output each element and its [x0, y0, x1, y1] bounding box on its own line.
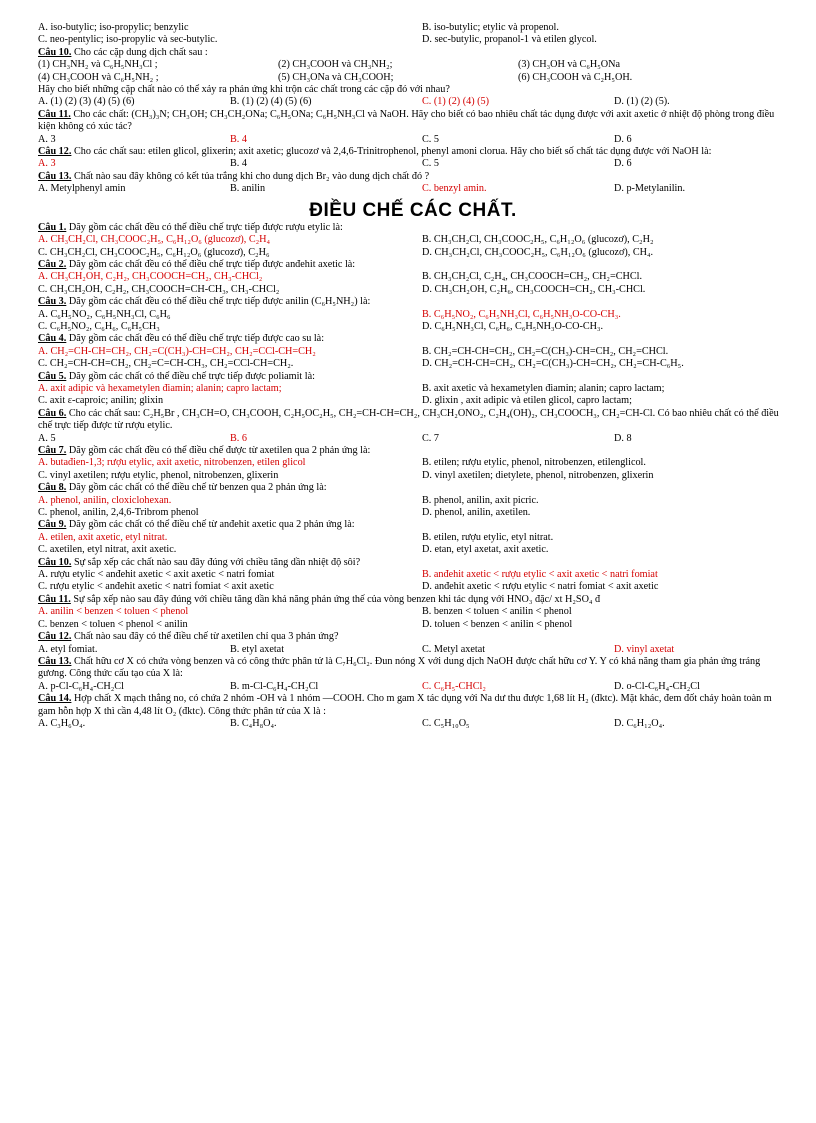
option-a: A. butađien-1,3; rượu etylic, axit axetic, nitrobenzen, etilen glicol: [38, 457, 306, 469]
question-text: Dãy gồm các chất có thể điều chế từ anđehit axetic qua 2 phản ứng là:: [66, 519, 355, 531]
question-6: [38, 408, 788, 445]
question-11: [38, 594, 788, 631]
option-b: B. CH₃CH₂Cl, CH₃COOC₂H₅, C₆H₁₂O₆ (glucozơ), C₂H₂: [422, 234, 654, 246]
question-label: Câu 5.: [38, 370, 67, 382]
option-a: A. 3: [38, 158, 56, 170]
question-label: Câu 11.: [38, 593, 71, 605]
question-text: Chất hữu cơ X có chứa vòng benzen và có công thức phân tử là C₇H₆Cl₂. Đun nóng X với dung dịch NaOH được chất hữu cơ Y. Y có khả năng tham gia phản ứng tráng gương. Công thức cấu tạo của X là:: [38, 655, 761, 680]
option-a: A. etyl fomiat.: [38, 643, 98, 655]
option-d: D. 6: [614, 133, 632, 145]
option-a: A. Metylphenyl amin: [38, 183, 126, 195]
question-stem: [38, 594, 788, 606]
option-c: C. rượu etylic < anđehit axetic < natri fomiat < axit axetic: [38, 581, 274, 593]
option-a: A. 5: [38, 432, 56, 444]
option-d: D. CH₂=CH-CH=CH₂, CH₂=C(CH₃)-CH=CH₂, CH₂=CH-C₆H₅.: [422, 358, 684, 370]
question-text: Cho các chất: (CH₃)₃N; CH₃OH; CH₃CH₂ONa; C₆H₅ONa; C₆H₅NH₃Cl và NaOH. Hãy cho biết có bao nhiêu chất tác dụng được với axit axetic ở nhiệt độ phòng trong điều kiện không có xúc tác?: [38, 108, 775, 133]
option-b: B. 4: [230, 133, 247, 145]
question-stem: [38, 656, 788, 681]
options-row: [38, 457, 788, 469]
option-d: D. anđehit axetic < rượu etylic < natri fomiat < axit axetic: [422, 581, 659, 593]
question-11: [38, 109, 788, 134]
option-b: B. m-Cl-C₆H₄-CH₂Cl: [230, 680, 319, 692]
option-c: C. Metyl axetat: [422, 643, 486, 655]
question-text: Dãy gồm các chất đều có thể điều chế trực tiếp được anđehit axetic là:: [66, 258, 356, 270]
question-text: Dãy gồm các chất có thể điều chế từ benzen qua 2 phản ứng là:: [66, 482, 327, 494]
options-row: [38, 644, 788, 656]
question-10: [38, 557, 788, 594]
question-stem: [38, 445, 788, 457]
option-c: C. 5: [422, 158, 439, 170]
option-a: A. 3: [38, 133, 56, 145]
question-5: [38, 371, 788, 408]
question-stem: [38, 557, 788, 569]
question-label: Câu 12.: [38, 631, 72, 643]
option-d: D. etan, etyl axetat, axit axetic.: [422, 544, 549, 556]
option-d: D. p-Metylanilin.: [614, 183, 686, 195]
question-text: Hợp chất X mạch thẳng no, có chứa 2 nhóm -OH và 1 nhóm —COOH. Cho m gam X tác dụng với Na dư thu được 1,68 lít H₂ (đktc). Mặt khác, đem đốt cháy hoàn toàn m gam hỗn hợp X thì cần 4,48 lít O₂ (đktc). Công thức phân tử của X là :: [38, 693, 772, 717]
option-d: D. C₆H₁₂O₄.: [614, 717, 665, 729]
options-row: [38, 718, 788, 730]
question-1: [38, 222, 788, 259]
question-text: Dãy gồm các chất đều có thể điều chế trực tiếp được cao su là:: [66, 333, 325, 345]
question-stem: [38, 371, 788, 383]
option-a: A. etilen, axit axetic, etyl nitrat.: [38, 531, 168, 543]
q11-options: [38, 134, 788, 146]
question-text: Cho các chất sau: etilen glicol, glixerin; axit axetic; glucozơ và 2,4,6-Trinitrophenol, phenyl amoni clorua. Hãy cho biết số chất tác dụng được với NaOH là:: [71, 146, 712, 158]
option-c: C. CH₂=CH-CH=CH₂, CH₂=C=CH-CH₃, CH₂=CCl-CH=CH₂.: [38, 358, 294, 370]
option-b: B. etilen; rượu etylic, phenol, nitrobenzen, etilenglicol.: [422, 457, 646, 469]
question-text: Cho các cặp dung dịch chất sau :: [71, 46, 208, 58]
option-c: C. C₆H₅NO₂, C₆H₆, C₆H₅CH₃: [38, 320, 160, 332]
pair-4: (4) CH₃COOH và C₆H₅NH₂ ;: [38, 71, 159, 83]
option-d: D. 8: [614, 432, 632, 444]
question-label: Câu 8.: [38, 482, 67, 494]
options-row: [38, 309, 788, 321]
question-8: [38, 482, 788, 519]
options-row: [38, 321, 788, 333]
options-row: [38, 395, 788, 407]
option-d: D. glixin , axit adipic và etilen glicol, capro lactam;: [422, 395, 632, 407]
options-row: [38, 606, 788, 618]
question-label: Câu 11.: [38, 108, 71, 120]
option-b: B. benzen < toluen < anilin < phenol: [422, 606, 572, 618]
option-d: D. C₆H₅NH₃Cl, C₆H₆, C₆H₅NH₃O-CO-CH₃.: [422, 320, 604, 332]
option-d: D. o-Cl-C₆H₄-CH₂Cl: [614, 680, 700, 692]
q9-options-row-1: [38, 22, 788, 34]
question-label: Câu 9.: [38, 519, 67, 531]
question-stem: [38, 693, 788, 718]
options-row: [38, 433, 788, 445]
option-d: D. phenol, anilin, axetilen.: [422, 507, 531, 519]
question-12: [38, 146, 788, 158]
option-a: A. CH₃CH₂Cl, CH₃COOC₂H₅, C₆H₁₂O₆ (glucozơ), C₂H₄: [38, 234, 271, 246]
option-d: D. 6: [614, 158, 632, 170]
option-b: B. etilen, rượu etylic, etyl nitrat.: [422, 531, 554, 543]
option-b: B. CH₂=CH-CH=CH₂, CH₂=C(CH₃)-CH=CH₂, CH₂=CHCl.: [422, 345, 669, 357]
option-b: B. CH₃CH₂Cl, C₂H₄, CH₃COOCH=CH₂, CH₂=CHCl.: [422, 271, 643, 283]
option-a: A. rượu etylic < anđehit axetic < axit axetic < natri fomiat: [38, 569, 275, 581]
options-row: [38, 681, 788, 693]
options-row: [38, 284, 788, 296]
options-row: [38, 532, 788, 544]
option-c: C. C₅H₁₀O₅: [422, 717, 470, 729]
question-label: Câu 10.: [38, 46, 72, 58]
pairs-row-1: [38, 59, 788, 71]
question-stem: [38, 519, 788, 531]
question-4: [38, 333, 788, 370]
question-text: Sự sắp xếp các chất nào sau đây đúng với chiều tăng dần nhiệt độ sôi?: [71, 556, 361, 568]
document: [38, 22, 788, 730]
option-c: C. axit ε-caproic; anilin; glixin: [38, 395, 164, 407]
question-text: Dãy gồm các chất đều có thể điều chế trực tiếp được anilin (C₆H₅NH₂) là:: [66, 296, 371, 308]
question-stem: [38, 408, 788, 433]
option-d: D. vinyl axetat: [614, 643, 675, 655]
question-text: Dãy gồm các chất đều có thể điều chế trực tiếp được rượu etylic là:: [66, 221, 343, 233]
q10-options: [38, 96, 788, 108]
option-d: D. toluen < benzen < anilin < phenol: [422, 618, 573, 630]
q12-options: [38, 158, 788, 170]
question-list: [38, 222, 788, 731]
question-text: Chất nào sau đây không có kết tủa trắng khi cho dung dịch Br₂ vào dung dịch chất đó ?: [71, 170, 430, 182]
question-2: [38, 259, 788, 296]
option-b: B. iso-butylic; etylic và propenol.: [422, 22, 559, 33]
option-a: A. p-Cl-C₆H₄-CH₂Cl: [38, 680, 124, 692]
option-c: C. vinyl axetilen; rượu etylic, phenol, nitrobenzen, glixerin: [38, 469, 279, 481]
option-b: B. (1) (2) (4) (5) (6): [230, 96, 312, 108]
question-13: [38, 171, 788, 183]
question-label: Câu 7.: [38, 445, 67, 456]
question-label: Câu 4.: [38, 333, 67, 345]
option-c: C. 7: [422, 432, 439, 444]
options-row: [38, 234, 788, 246]
option-a: A. phenol, anilin, cloxiclohexan.: [38, 494, 172, 506]
question-label: Câu 12.: [38, 146, 72, 158]
pairs-row-2: [38, 72, 788, 84]
option-b: B. anilin: [230, 183, 266, 195]
option-c: C. benzyl amin.: [422, 183, 487, 195]
pair-5: (5) CH₃ONa và CH₃COOH;: [278, 71, 394, 83]
option-a: A. CH₃CH₂OH, C₂H₂, CH₃COOCH=CH₂, CH₃-CHCl₂: [38, 271, 263, 283]
question-9: [38, 519, 788, 556]
options-row: [38, 619, 788, 631]
question-label: Câu 14.: [38, 693, 72, 705]
pair-6: (6) CH₃COOH và C₂H₅OH.: [518, 71, 633, 83]
options-row: [38, 495, 788, 507]
question-stem: [38, 482, 788, 494]
option-b: B. phenol, anilin, axit picric.: [422, 494, 539, 506]
option-c: C. CH₃CH₂OH, C₂H₂, CH₃COOCH=CH-CH₃, CH₃-CHCl₂: [38, 283, 280, 295]
option-a: A. CH₂=CH-CH=CH₂, CH₂=C(CH₃)-CH=CH₂, CH₂=CCl-CH=CH₂: [38, 345, 316, 357]
option-d: D. CH₃CH₂OH, C₂H₆, CH₃COOCH=CH₂, CH₃-CHCl.: [422, 283, 646, 295]
question-text: Chất nào sau đây có thể điều chế từ axetilen chỉ qua 3 phản ứng?: [71, 631, 339, 643]
options-row: [38, 470, 788, 482]
options-row: [38, 271, 788, 283]
question-3: [38, 296, 788, 333]
question-label: Câu 10.: [38, 556, 72, 568]
question-13: [38, 656, 788, 693]
option-c: C. C₆H₅-CHCl₂: [422, 680, 486, 692]
option-c: C. benzen < toluen < phenol < anilin: [38, 618, 188, 630]
question-stem: [38, 222, 788, 234]
option-b: B. anđehit axetic < rượu etylic < axit axetic < natri fomiat: [422, 569, 658, 581]
option-a: A. (1) (2) (3) (4) (5) (6): [38, 96, 135, 108]
options-row: [38, 383, 788, 395]
option-b: B. etyl axetat: [230, 643, 285, 655]
option-a: A. C₃H₆O₄.: [38, 717, 86, 729]
option-c: C. (1) (2) (4) (5): [422, 96, 490, 108]
option-b: B. axit axetic và hexametylen điamin; alanin; capro lactam;: [422, 382, 665, 394]
options-row: [38, 569, 788, 581]
option-b: B. 6: [230, 432, 247, 444]
option-b: B. 4: [230, 158, 247, 170]
question-stem: [38, 631, 788, 643]
options-row: [38, 358, 788, 370]
option-c: C. neo-pentylic; iso-propylic và sec-butylic.: [38, 34, 218, 46]
options-row: [38, 346, 788, 358]
section-title: ĐIỀU CHẾ CÁC CHẤT.: [309, 199, 517, 221]
question-14: [38, 693, 788, 730]
question-text: Dãy gồm các chất có thể điều chế trực tiếp được poliamit là:: [66, 370, 315, 382]
option-d: D. (1) (2) (5).: [614, 96, 670, 108]
question-10-ask: Hãy cho biết những cặp chất nào có thể xảy ra phản ứng khi trộn các chất trong các cặp đó với nhau?: [38, 84, 450, 96]
q9-options-row-2: [38, 34, 788, 46]
option-d: D. sec-butylic, propanol-1 và etilen glycol.: [422, 34, 597, 46]
options-row: [38, 544, 788, 556]
option-c: C. CH₃CH₂Cl, CH₃COOC₂H₅, C₆H₁₂O₆ (glucozơ), C₂H₆: [38, 246, 270, 258]
pair-1: (1) CH₃NH₂ và C₆H₅NH₃Cl ;: [38, 59, 158, 71]
question-12: [38, 631, 788, 656]
question-text: Sự sắp xếp nào sau đây đúng với chiều tăng dần khả năng phản ứng thế của vòng benzen khi tác dụng với HNO₃ đặc/ xt H₂SO₄ đ: [70, 593, 601, 605]
option-a: A. anilin < benzen < toluen < phenol: [38, 606, 189, 618]
question-label: Câu 2.: [38, 258, 67, 270]
option-d: D. CH₃CH₂Cl, CH₃COOC₂H₅, C₆H₁₂O₆ (glucozơ), CH₄.: [422, 246, 654, 258]
options-row: [38, 507, 788, 519]
question-text: Cho các chất sau: C₂H₅Br , CH₃CH=O, CH₃COOH, C₂H₅OC₂H₅, CH₂=CH-CH=CH₂, CH₃CH₂ONO₂, C₂H₄(OH)₂, CH₃COOCH₃, CH₂=CH-Cl. Có bao nhiêu chất có thể điều chế trực tiếp được từ rượu etylic.: [38, 407, 779, 432]
question-stem: [38, 259, 788, 271]
question-label: Câu 6.: [38, 407, 67, 419]
pair-2: (2) CH₃COOH và CH₃NH₂;: [278, 59, 393, 71]
option-a: A. iso-butylic; iso-propylic; benzylic: [38, 22, 189, 33]
option-c: C. 5: [422, 133, 439, 145]
q13-options: [38, 183, 788, 195]
question-stem: [38, 296, 788, 308]
question-label: Câu 13.: [38, 170, 72, 182]
question-label: Câu 13.: [38, 655, 72, 667]
option-a: A. axit adipic và hexametylen điamin; alanin; capro lactam;: [38, 382, 282, 394]
option-b: B. C₄H₈O₄.: [230, 717, 277, 729]
question-stem: [38, 333, 788, 345]
options-row: [38, 581, 788, 593]
pair-3: (3) CH₃OH và C₆H₅ONa: [518, 59, 621, 71]
option-a: A. C₆H₅NO₂, C₆H₅NH₃Cl, C₆H₆: [38, 308, 171, 320]
option-d: D. vinyl axetilen; dietylete, phenol, nitrobenzen, glixerin: [422, 469, 654, 481]
option-c: C. phenol, anilin, 2,4,6-Tribrom phenol: [38, 507, 199, 519]
question-label: Câu 1.: [38, 221, 67, 233]
question-text: Dãy gồm các chất đều có thể điều chế được từ axetilen qua 2 phản ứng là:: [66, 445, 371, 456]
question-7: [38, 445, 788, 482]
option-b: B. C₆H₅NO₂, C₆H₅NH₃Cl, C₆H₅NH₃O-CO-CH₃.: [422, 308, 621, 320]
question-label: Câu 3.: [38, 296, 67, 308]
question-10: [38, 47, 788, 59]
options-row: [38, 247, 788, 259]
option-c: C. axetilen, etyl nitrat, axit axetic.: [38, 544, 177, 556]
